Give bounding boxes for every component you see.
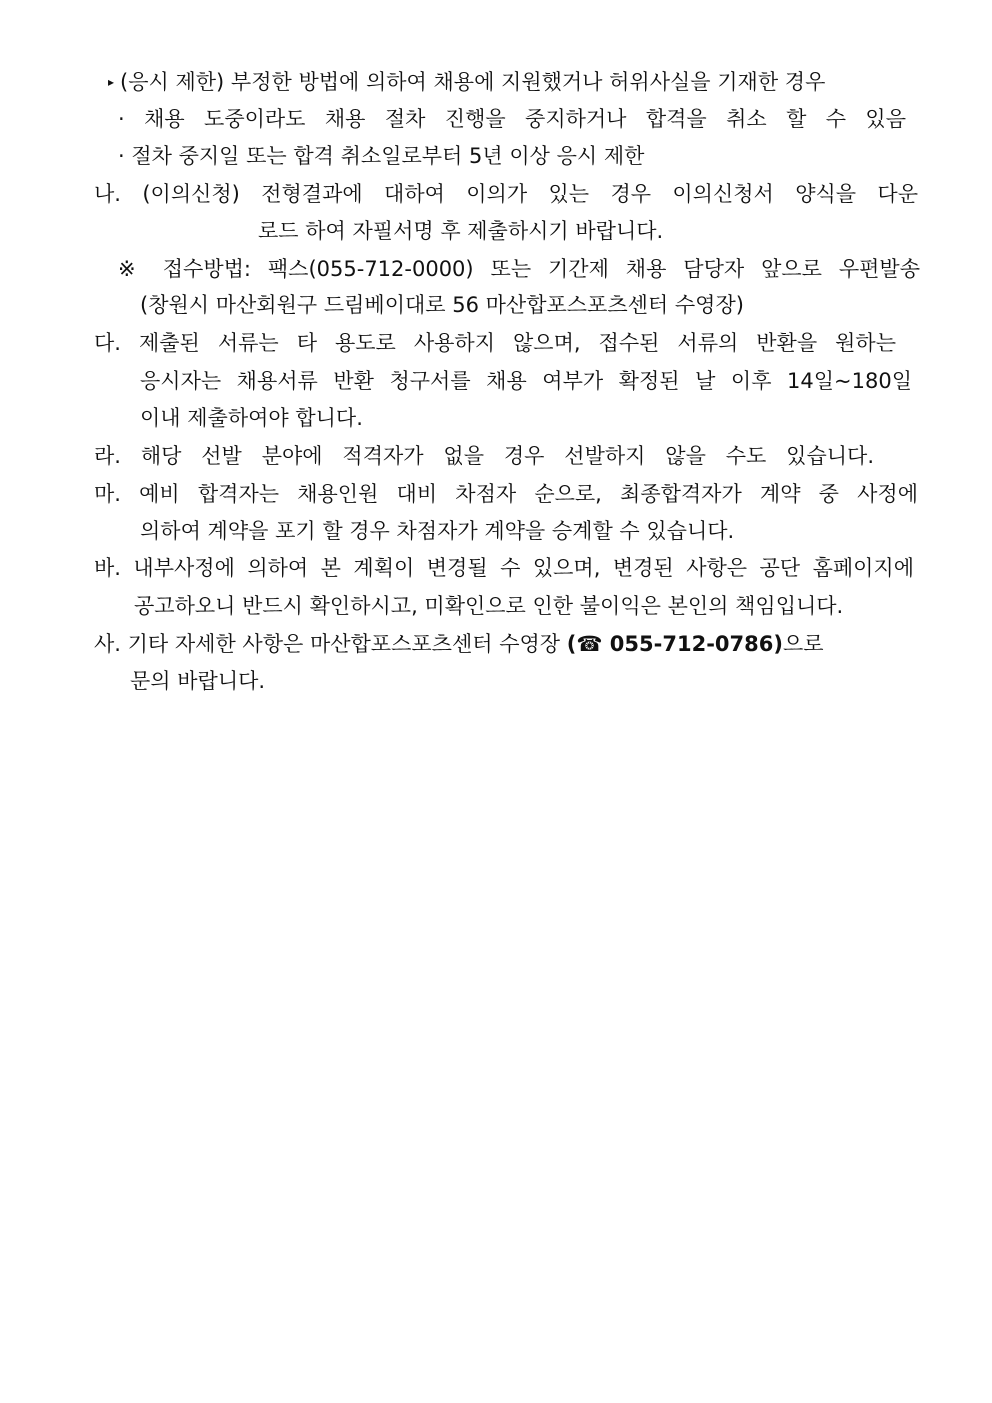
item-na-line-1: 나. (이의신청) 전형결과에 대하여 이의가 있는 경우 이의신청서 양식을 다운: [94, 182, 918, 206]
item-sa-text: 사. 기타 자세한 사항은 마산합포스포츠센터 수영장: [94, 632, 567, 656]
item-na-line-2: 로드 하여 자필서명 후 제출하시기 바랍니다.: [258, 219, 664, 243]
restriction-heading-text: (응시 제한) 부정한 방법에 의하여 채용에 지원했거나 허위사실을 기재한 경우: [120, 70, 826, 94]
item-sa-line-2: 문의 바랍니다.: [130, 669, 266, 693]
item-da-line-2: 응시자는 채용서류 반환 청구서를 채용 여부가 확정된 날 이후 14일~180일: [140, 369, 912, 393]
item-da-line-1: 다. 제출된 서류는 타 용도로 사용하지 않으며, 접수된 서류의 반환을 원하는: [94, 331, 896, 355]
item-sa-line-1: [94, 634, 914, 655]
item-na-note-2: (창원시 마산회원구 드림베이대로 56 마산합포스포츠센터 수영장): [140, 293, 744, 317]
item-ma-line-1: 마. 예비 합격자는 채용인원 대비 차점자 순으로, 최종합격자가 계약 중 사정에: [94, 482, 918, 506]
restriction-sub-1: · 채용 도중이라도 채용 절차 진행을 중지하거나 합격을 취소 할 수 있음: [118, 107, 906, 131]
item-ba-line-1: 바. 내부사정에 의하여 본 계획이 변경될 수 있으며, 변경된 사항은 공단 홈페이지에: [94, 556, 914, 580]
contact-phone: (☎ 055-712-0786): [566, 632, 783, 656]
restriction-sub-2: · 절차 중지일 또는 합격 취소일로부터 5년 이상 응시 제한: [118, 144, 645, 168]
item-da-line-3: 이내 제출하여야 합니다.: [140, 406, 363, 430]
item-ra-line-1: 라. 해당 선발 분야에 적격자가 없을 경우 선발하지 않을 수도 있습니다.: [94, 444, 874, 468]
item-sa-text-end: 으로: [782, 632, 824, 656]
restriction-heading: [108, 72, 916, 93]
item-na-note-1: ※ 접수방법: 팩스(055-712-0000) 또는 기간제 채용 담당자 앞으로 우편발송: [118, 257, 920, 281]
item-ma-line-2: 의하여 계약을 포기 할 경우 차점자가 계약을 승계할 수 있습니다.: [140, 519, 735, 543]
item-ba-line-2: 공고하오니 반드시 확인하시고, 미확인으로 인한 불이익은 본인의 책임입니다.: [134, 594, 844, 618]
triangle-bullet-icon: ▸: [108, 75, 115, 89]
